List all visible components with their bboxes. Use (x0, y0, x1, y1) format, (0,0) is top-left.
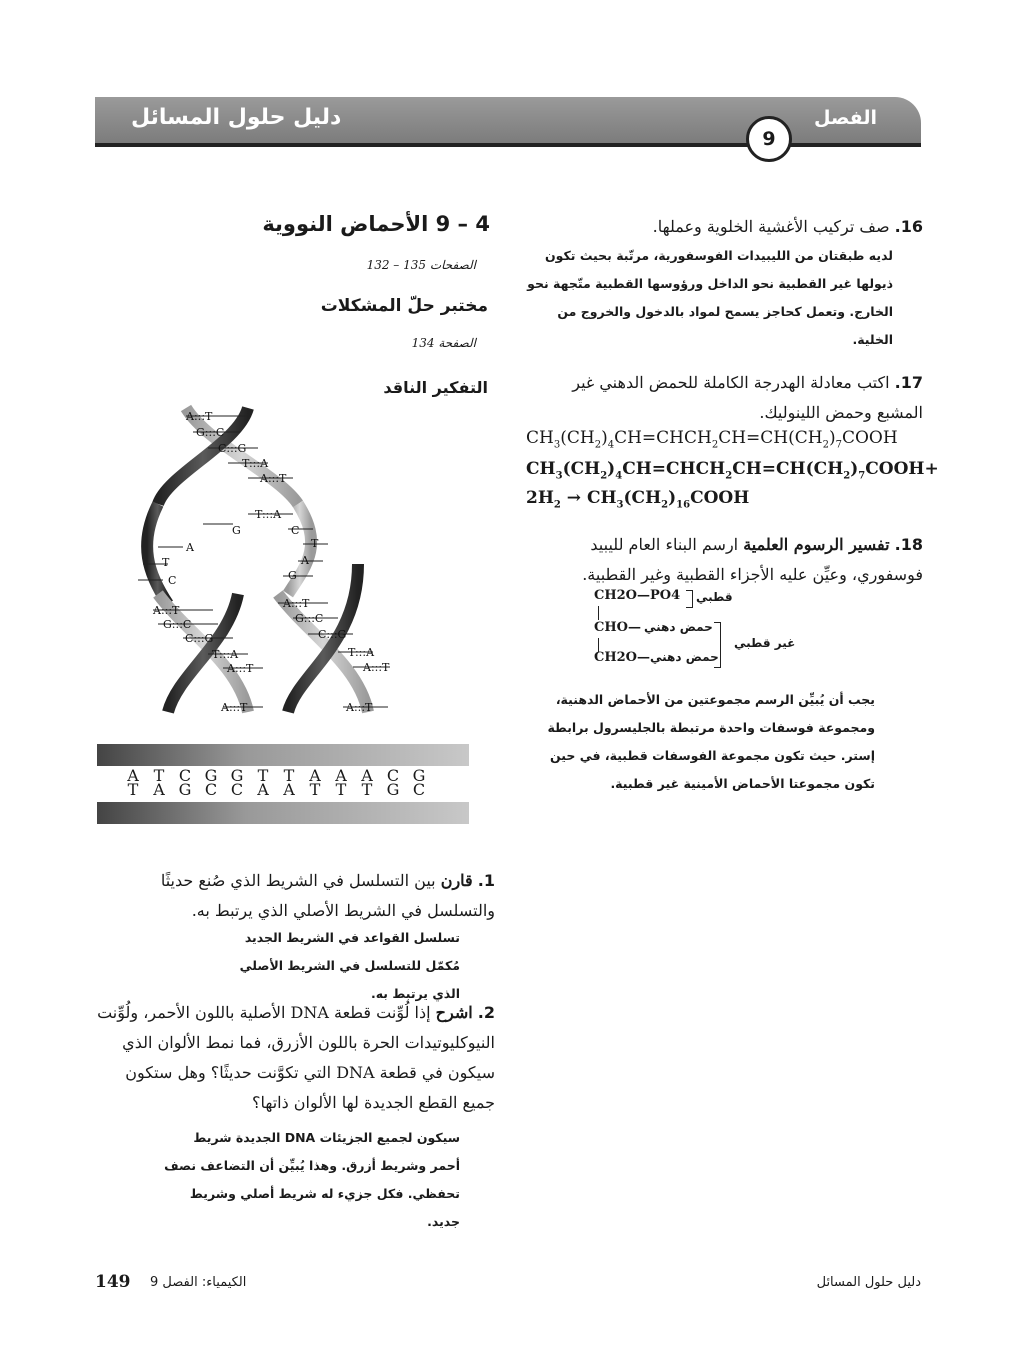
sequence-base: G (412, 766, 426, 785)
fatty-acid-label-2: حمض دهني (650, 650, 719, 664)
sequence-band-bottom (97, 802, 469, 824)
question-2 (95, 998, 495, 1118)
chapter-number: 9 (746, 116, 792, 162)
sequence-base: G (204, 766, 218, 785)
strand-base: C (291, 524, 300, 537)
sequence-base: A (335, 766, 347, 785)
base-pair-label: T:::A (212, 648, 239, 661)
lab-page: الصفحة 134 (411, 336, 476, 350)
question-text: بين التسلسل في الشريط الذي صُنع حديثًا والتسلسل في الشريط الأصلي الذي يرتبط به. (160, 871, 495, 920)
critical-thinking-heading: التفكير الناقد (383, 378, 488, 397)
question-text: إذا لُوِّنت قطعة DNA الأصلية باللون الأحمر، ولُوِّنت النيوكليوتيدات الحرة باللون الأزرق، فما نمط الألوان الذي سيكون في قطعة DNA التي تكوَّنت حديثًا؟ وهل ستكون جميع القطع الجديدة لها الألوان ذاتها؟ (97, 1003, 495, 1112)
base-pair-label: T:::A (255, 508, 282, 521)
question-text: اكتب معادلة الهدرجة الكاملة للحمض الدهني غير المشبع وحمض اللينوليك. (572, 373, 923, 422)
dna-replication-figure (128, 404, 428, 716)
strand-base: T (311, 537, 319, 550)
diagram-vline (598, 606, 599, 620)
base-pair-label: A:::T (153, 604, 180, 617)
sequence-base: T (309, 780, 321, 799)
sequence-base: A (309, 766, 321, 785)
base-pair-label: T:::A (348, 646, 375, 659)
base-pair-label: A:::T (363, 661, 390, 674)
course-label: الكيمياء: الفصل 9 (150, 1275, 247, 1290)
base-pair-label: C:::G (218, 442, 247, 455)
linoleic-acid-formula: $CH_3(CH_2)_4CH=CHCH_2CH=CH(CH_2)_7COOH$ (526, 428, 898, 451)
sequence-base: C (386, 766, 400, 785)
question-1 (95, 866, 495, 926)
sequence-band-top (97, 744, 469, 766)
base-pair-label: C:::G (185, 632, 214, 645)
base-pair-label: A:::T (227, 662, 254, 675)
question-lead: اشرح (435, 1003, 473, 1022)
sequence-base: A (127, 766, 139, 785)
sequence-base: G (230, 766, 244, 785)
sequence-base: A (361, 766, 373, 785)
sequence-base: A (257, 780, 269, 799)
page-header (95, 97, 921, 149)
polar-bracket (686, 590, 693, 608)
strand-base: A (186, 541, 194, 554)
header-title: دليل حلول المسائل (131, 105, 342, 130)
base-pair-label: G:::C (295, 612, 324, 625)
sequence-base: G (178, 780, 192, 799)
question-text: صف تركيب الأغشية الخلوية وعملها. (652, 217, 890, 236)
lab-title: مختبر حلّ المشكلات (320, 296, 488, 316)
sequence-base: C (204, 780, 218, 799)
section-title: 4 – 9 الأحماض النووية (262, 212, 490, 236)
sequence-base: T (153, 766, 165, 785)
base-pair-label: A:::T (260, 472, 287, 485)
nonpolar-label: غير قطبي (734, 636, 796, 650)
strand-base: G (232, 524, 241, 537)
sequence-base: C (178, 766, 192, 785)
base-pair-label: A:::T (283, 597, 310, 610)
question-text: ارسم البناء العام لليبيد فوسفوري، وعيِّن عليه الأجزاء القطبية وغير القطبية. (582, 535, 923, 584)
chapter-label: الفصل (813, 107, 877, 129)
answer-1: تسلسل القواعد في الشريط الجديد مُكمّل للتسلسل في الشريط الأصلي الذي يرتبط به. (239, 930, 460, 1001)
diagram-row-ch2o: CH2O— (594, 650, 650, 665)
question-number: 17. (894, 373, 923, 392)
strand-base: A (301, 554, 309, 567)
question-18 (525, 530, 923, 590)
sequence-base: T (361, 780, 373, 799)
question-number: 18. (894, 535, 923, 554)
question-number: 1. (477, 871, 495, 890)
answer-18: يجب أن يُبيِّن الرسم مجموعتين من الأحماض الدهنية، ومجموعة فوسفات واحدة مرتبطة بالجليسرول برابطة إستر. حيث تكون مجموعة الفوسفات قطبية، في حين تكون مجموعتا الأحماض الأمينية غير قطبية. (547, 692, 875, 791)
page-number: 149 (95, 1272, 131, 1292)
sequence-strip (97, 744, 469, 824)
question-number: 16. (894, 217, 923, 236)
diagram-row-phosphate: CH2O—PO4 (594, 588, 681, 603)
sequence-base: A (283, 780, 295, 799)
fatty-acid-label-1: حمض دهني (644, 620, 713, 634)
sequence-base: T (283, 766, 295, 785)
sequence-base: T (127, 780, 139, 799)
answer-2: سيكون لجميع الجزيئات DNA الجديدة شريط أحمر وشريط أزرق. وهذا يُبيِّن أن التضاعف نصف تحفظي. فكل جزيء له شريط أصلي وشريط جديد. (164, 1130, 460, 1229)
base-pair-label: G:::C (196, 426, 225, 439)
base-pair-label: T:::A (242, 457, 269, 470)
question-17 (525, 368, 923, 428)
strand-base: G (288, 569, 297, 582)
strand-base: C (168, 574, 177, 587)
guide-label: دليل حلول المسائل (816, 1275, 921, 1290)
header-rule (95, 143, 921, 147)
diagram-row-cho: CHO— (594, 620, 641, 635)
base-pair-label: A:::T (346, 701, 373, 714)
polar-label: قطبي (696, 590, 733, 604)
sequence-base: T (335, 780, 347, 799)
phospholipid-diagram (590, 588, 810, 670)
base-pair-label: A:::T (186, 410, 213, 423)
strand-base: T (162, 556, 170, 569)
question-16 (525, 212, 923, 242)
question-number: 2. (477, 1003, 495, 1022)
base-pair-label: A:::T (221, 701, 248, 714)
sequence-base: T (257, 766, 269, 785)
answer-16: لديه طبقتان من الليبيدات الفوسفورية، مرتّبة بحيث تكون ذيولها غير القطبية نحو الداخل ورؤوسها القطبية متّجهة نحو الخارج. وتعمل كحاجز يسمح لمواد بالدخول والخروج من الخلية. (527, 248, 893, 347)
sequence-base: C (230, 780, 244, 799)
sequence-base: A (153, 780, 165, 799)
question-lead: تفسير الرسوم العلمية (743, 535, 890, 554)
hydrogenation-equation: $CH_3(CH_2)_4CH=CHCH_2CH=CH(CH_2)_7COOH+$ $2H_2$ → $CH_3(CH_2)_{16}COOH$ (526, 459, 939, 511)
question-lead: قارن (440, 871, 473, 890)
sequence-base: G (386, 780, 400, 799)
nonpolar-bracket (714, 622, 721, 668)
sequence-base: C (412, 780, 426, 799)
base-pair-label: G:::C (163, 618, 192, 631)
base-pair-label: C:::G (318, 628, 347, 641)
section-pages: الصفحات 135 – 132 (366, 258, 476, 272)
